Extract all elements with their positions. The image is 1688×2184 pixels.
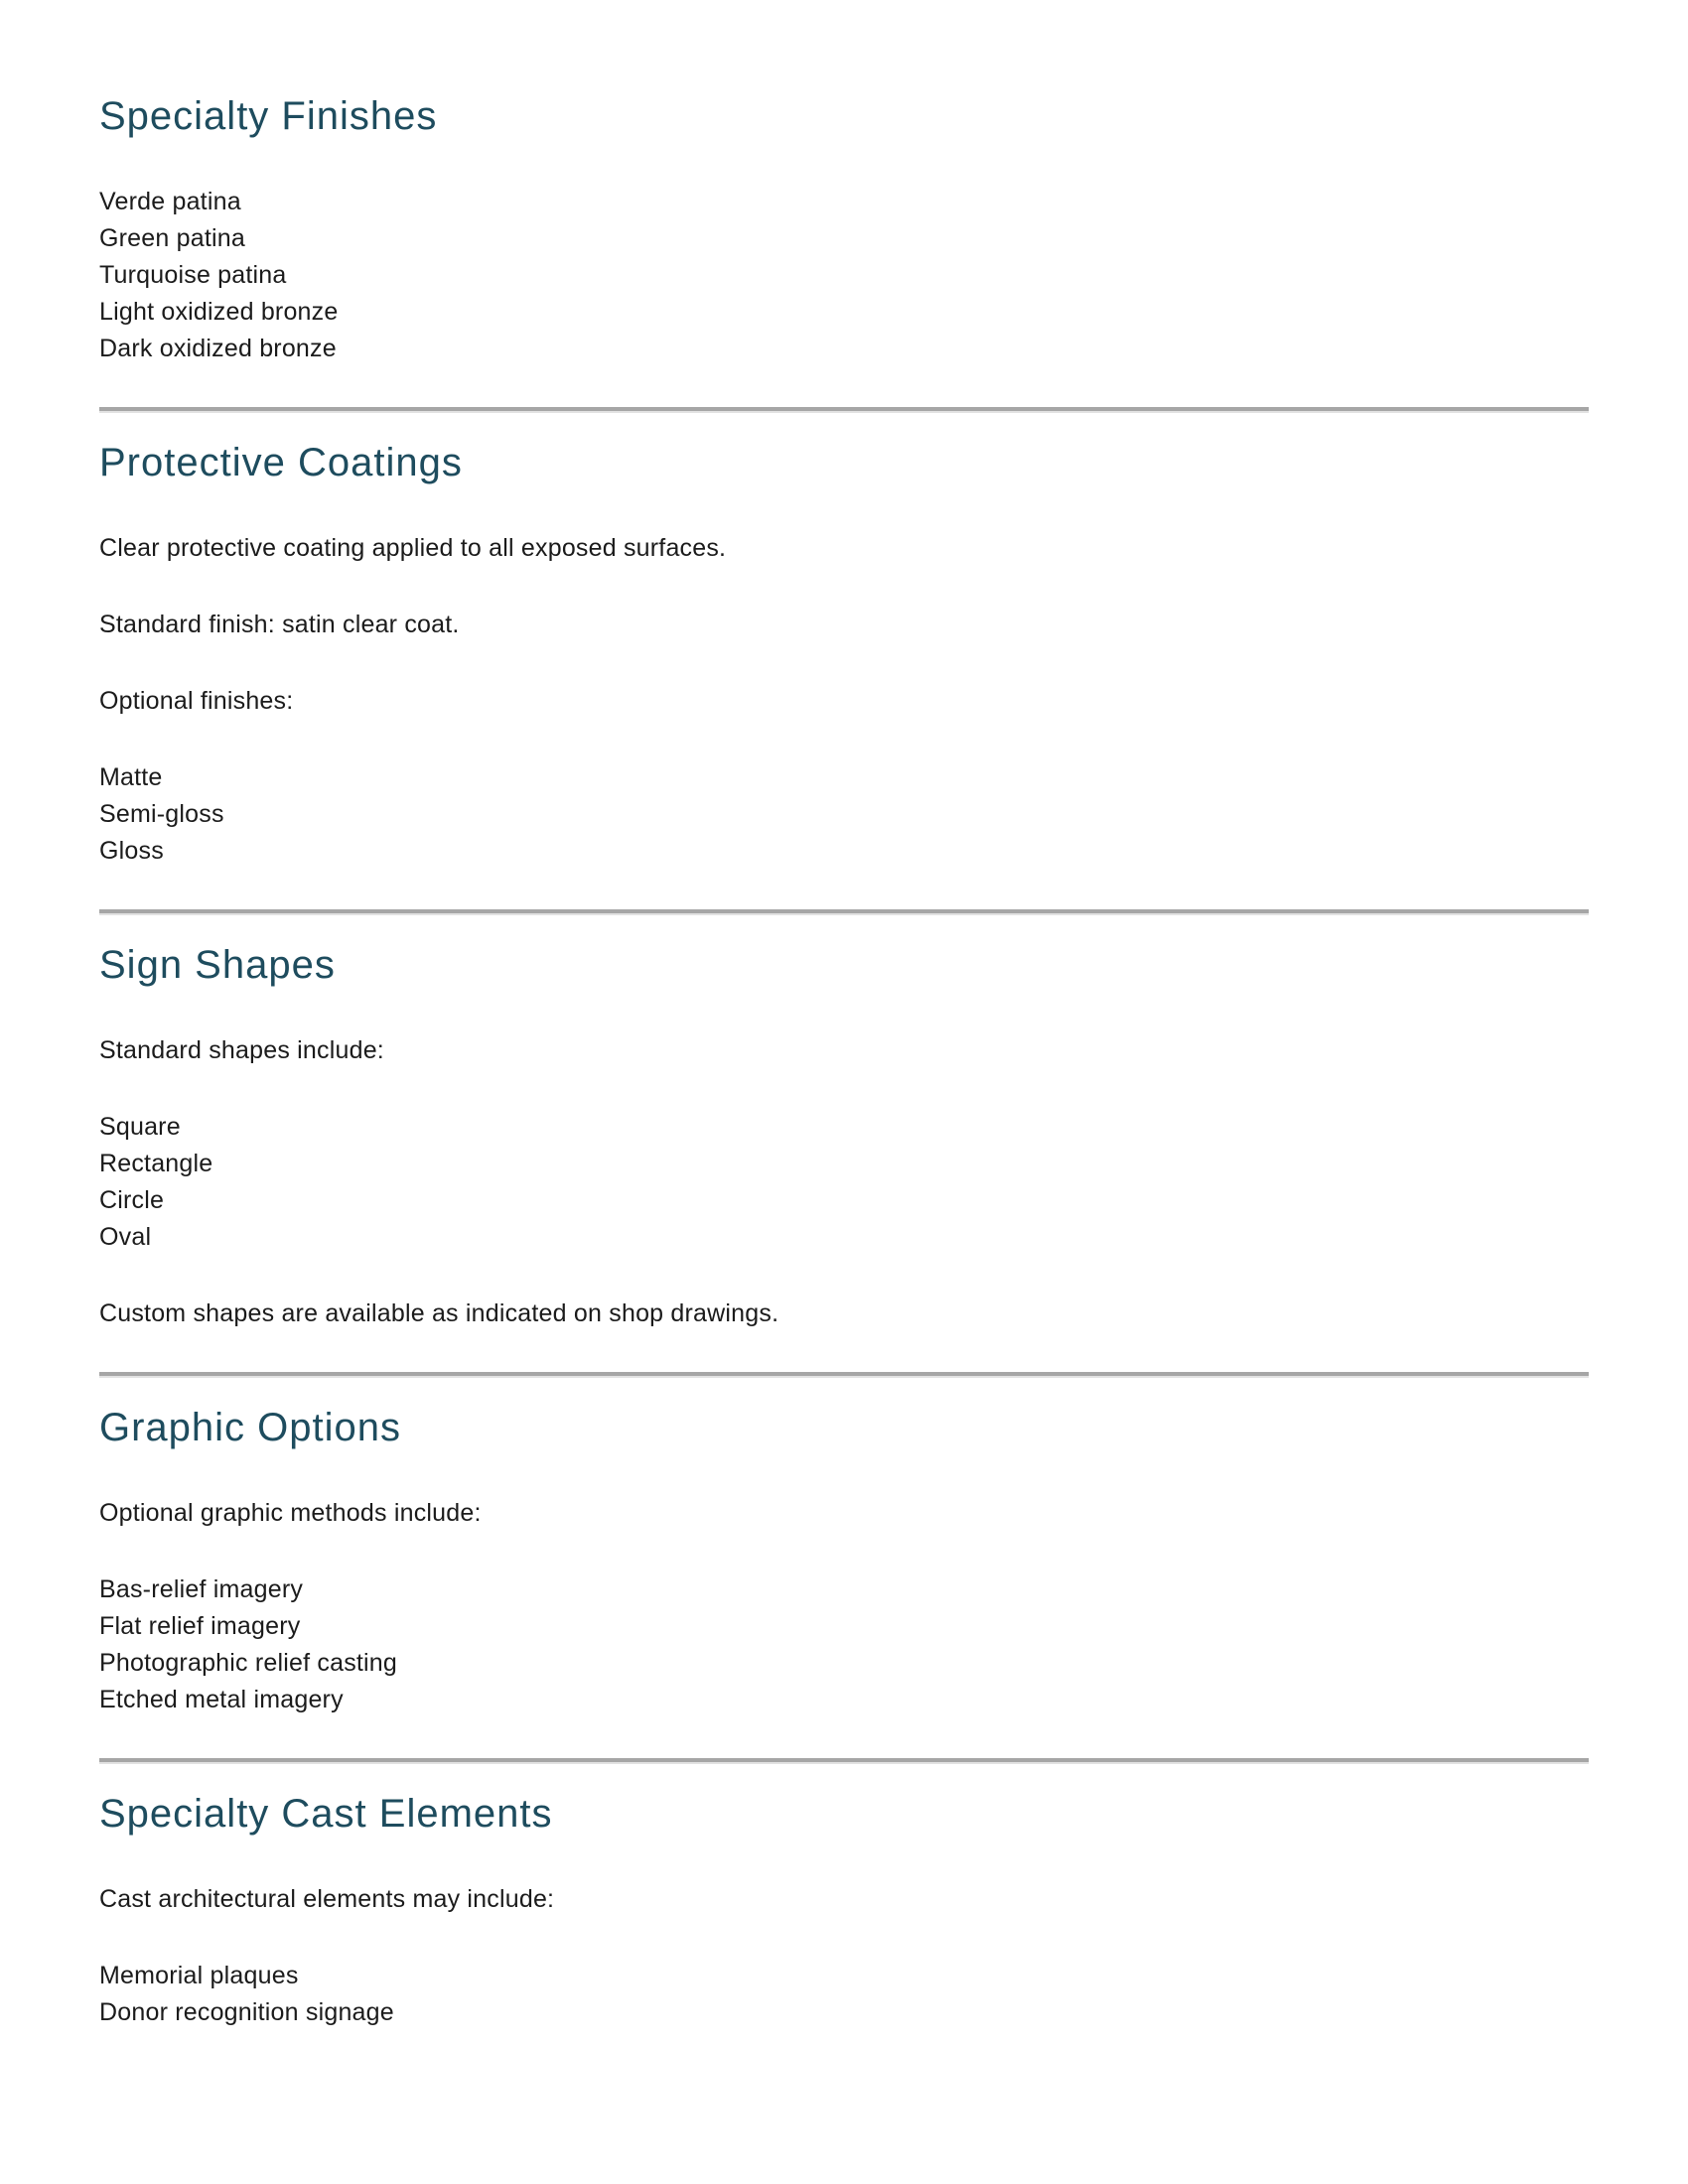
list-item: Semi-gloss — [99, 800, 224, 828]
list-item: Oval — [99, 1223, 152, 1251]
section-divider — [99, 407, 1589, 411]
list-item: Rectangle — [99, 1150, 213, 1177]
list-item: Photographic relief casting — [99, 1649, 398, 1677]
section-divider — [99, 1758, 1589, 1762]
paragraph: Clear protective coating applied to all exposed surfaces. — [99, 534, 727, 562]
list-item: Donor recognition signage — [99, 1998, 394, 2026]
section-protective-coatings — [99, 441, 1589, 870]
section-divider — [99, 909, 1589, 913]
section-heading: Sign Shapes — [99, 943, 336, 987]
section-divider — [99, 1372, 1589, 1376]
list-item: Circle — [99, 1186, 165, 1214]
paragraph: Standard shapes include: — [99, 1036, 384, 1064]
list-item: Verde patina — [99, 188, 241, 215]
item-list — [99, 1571, 1589, 1718]
list-item: Flat relief imagery — [99, 1612, 301, 1640]
item-list — [99, 1958, 1589, 2031]
section-specialty-finishes — [99, 94, 1589, 367]
paragraph: Optional graphic methods include: — [99, 1499, 482, 1527]
list-item: Green patina — [99, 224, 245, 252]
list-item: Etched metal imagery — [99, 1686, 344, 1713]
section-heading: Specialty Finishes — [99, 94, 438, 138]
item-list — [99, 759, 1589, 870]
section-graphic-options — [99, 1406, 1589, 1718]
paragraph: Custom shapes are available as indicated on shop drawings. — [99, 1299, 779, 1327]
section-heading: Graphic Options — [99, 1406, 402, 1449]
section-heading: Protective Coatings — [99, 441, 463, 484]
list-item: Bas-relief imagery — [99, 1575, 304, 1603]
section-heading: Specialty Cast Elements — [99, 1792, 553, 1836]
item-list — [99, 1109, 1589, 1256]
list-item: Gloss — [99, 837, 164, 865]
list-item: Dark oxidized bronze — [99, 335, 337, 362]
item-list — [99, 184, 1589, 367]
list-item: Matte — [99, 763, 163, 791]
paragraph: Standard finish: satin clear coat. — [99, 611, 460, 638]
section-specialty-cast-elements — [99, 1792, 1589, 2031]
list-item: Square — [99, 1113, 181, 1141]
section-sign-shapes — [99, 943, 1589, 1332]
list-item: Light oxidized bronze — [99, 298, 339, 326]
list-item: Memorial plaques — [99, 1962, 299, 1989]
paragraph: Optional finishes: — [99, 687, 294, 715]
paragraph: Cast architectural elements may include: — [99, 1885, 555, 1913]
list-item: Turquoise patina — [99, 261, 287, 289]
